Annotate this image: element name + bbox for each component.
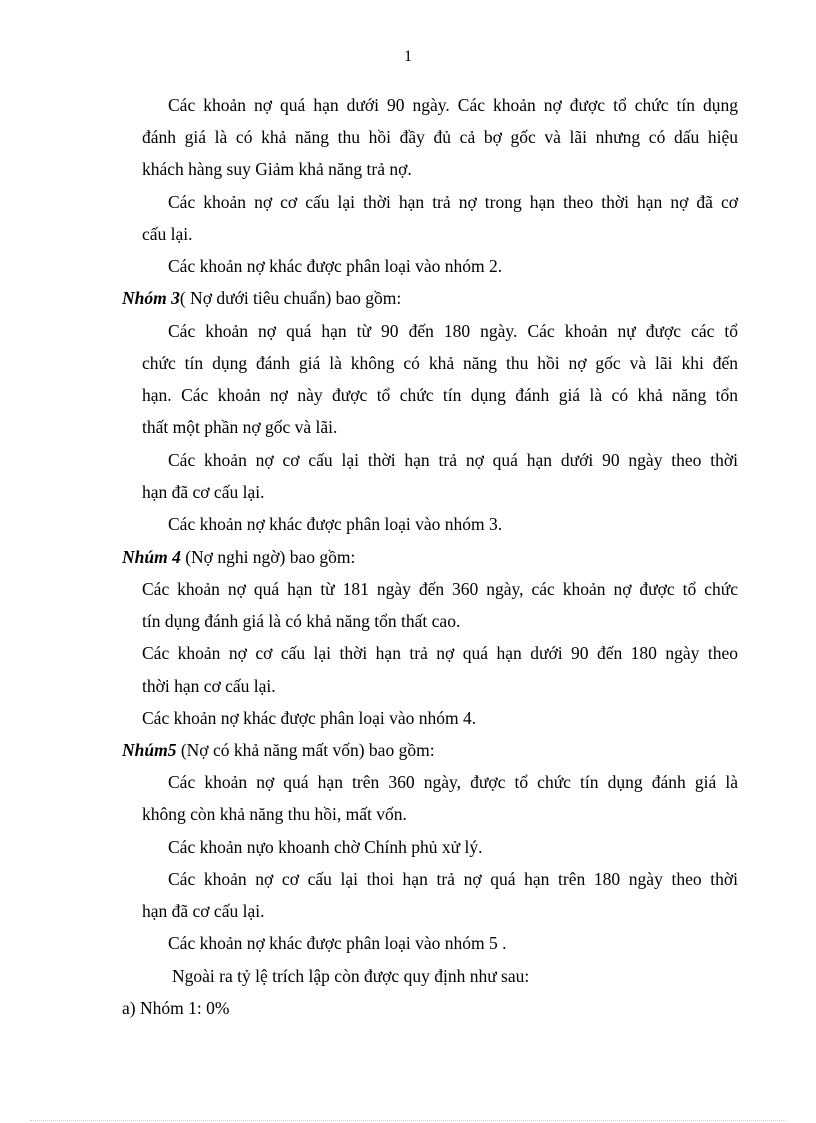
paragraph-line: Các khoản nợ cơ cấu lại thời hạn trả nợ quá hạn dưới 90 đến 180 ngày theo	[142, 643, 738, 663]
group-4-subtitle: (Nợ nghi ngờ) bao gồm:	[180, 547, 356, 567]
group-5-subtitle: (Nợ có khả năng mất vốn) bao gồm:	[176, 740, 435, 760]
paragraph-line: Các khoản nợ quá hạn từ 90 đến 180 ngày. Các khoản nự được các tổ	[168, 321, 738, 341]
paragraph-line: hạn đã cơ cấu lại.	[142, 482, 265, 502]
paragraph-line: không còn khả năng thu hồi, mất vốn.	[142, 804, 407, 824]
list-item: a) Nhóm 1: 0%	[122, 998, 230, 1018]
paragraph-line: Các khoản nợ khác được phân loại vào nhóm 4.	[142, 708, 477, 728]
paragraph-line: Các khoản nợ khác được phân loại vào nhóm 2.	[168, 256, 503, 276]
group-3-heading	[122, 287, 401, 309]
paragraph-line: Các khoản nợ cơ cấu lại thoi hạn trả nợ quá hạn trên 180 ngày theo thời	[168, 869, 738, 889]
paragraph-line: khách hàng suy Giảm khả năng trả nợ.	[142, 159, 412, 179]
paragraph-line: Các khoản nợ khác được phân loại vào nhóm 3.	[168, 514, 503, 534]
group-5-heading	[122, 739, 435, 761]
paragraph-line: Các khoản nợ cơ cấu lại thời hạn trả nợ quá hạn dưới 90 ngày theo thời	[168, 450, 738, 470]
paragraph-line: đánh giá là có khả năng thu hồi đầy đủ cả bợ gốc và lãi nhưng có dấu hiệu	[142, 127, 738, 147]
page-number: 1	[404, 48, 412, 65]
paragraph-line: tín dụng đánh giá là có khả năng tổn thất cao.	[142, 611, 461, 631]
paragraph-line: cấu lại.	[142, 224, 193, 244]
paragraph-line: Các khoản nợ cơ cấu lại thời hạn trả nợ trong hạn theo thời hạn nợ đã cơ	[168, 192, 738, 212]
paragraph-line: hạn. Các khoản nợ này được tổ chức tín dụng đánh giá là có khả năng tổn	[142, 385, 738, 405]
paragraph-line: hạn đã cơ cấu lại.	[142, 901, 265, 921]
paragraph-line: chức tín dụng đánh giá là không có khả năng thu hồi nợ gốc và lãi khi đến	[142, 353, 738, 373]
page-bottom-border	[30, 1120, 786, 1121]
paragraph-line: Các khoản nợ quá hạn trên 360 ngày, được tổ chức tín dụng đánh giá là	[168, 772, 738, 792]
paragraph-line: Ngoài ra tỷ lệ trích lập còn được quy định như sau:	[172, 966, 530, 986]
group-4-title: Nhúm 4	[122, 547, 181, 567]
paragraph-line: thất một phần nợ gốc và lãi.	[142, 417, 338, 437]
paragraph-line: thời hạn cơ cấu lại.	[142, 676, 276, 696]
paragraph-line: Các khoản nợ khác được phân loại vào nhóm 5 .	[168, 933, 507, 953]
paragraph-line: Các khoản nựo khoanh chờ Chính phủ xử lý.	[168, 837, 483, 857]
group-4-heading	[122, 546, 355, 568]
group-5-title: Nhúm5	[122, 740, 177, 760]
group-3-title: Nhóm 3	[122, 288, 180, 308]
group-3-subtitle: ( Nợ dưới tiêu chuẩn) bao gồm:	[179, 288, 402, 308]
paragraph-line: Các khoản nợ quá hạn từ 181 ngày đến 360 ngày, các khoản nợ được tổ chức	[142, 579, 738, 599]
paragraph-line: Các khoản nợ quá hạn dưới 90 ngày. Các khoản nợ được tổ chức tín dụng	[168, 95, 738, 115]
